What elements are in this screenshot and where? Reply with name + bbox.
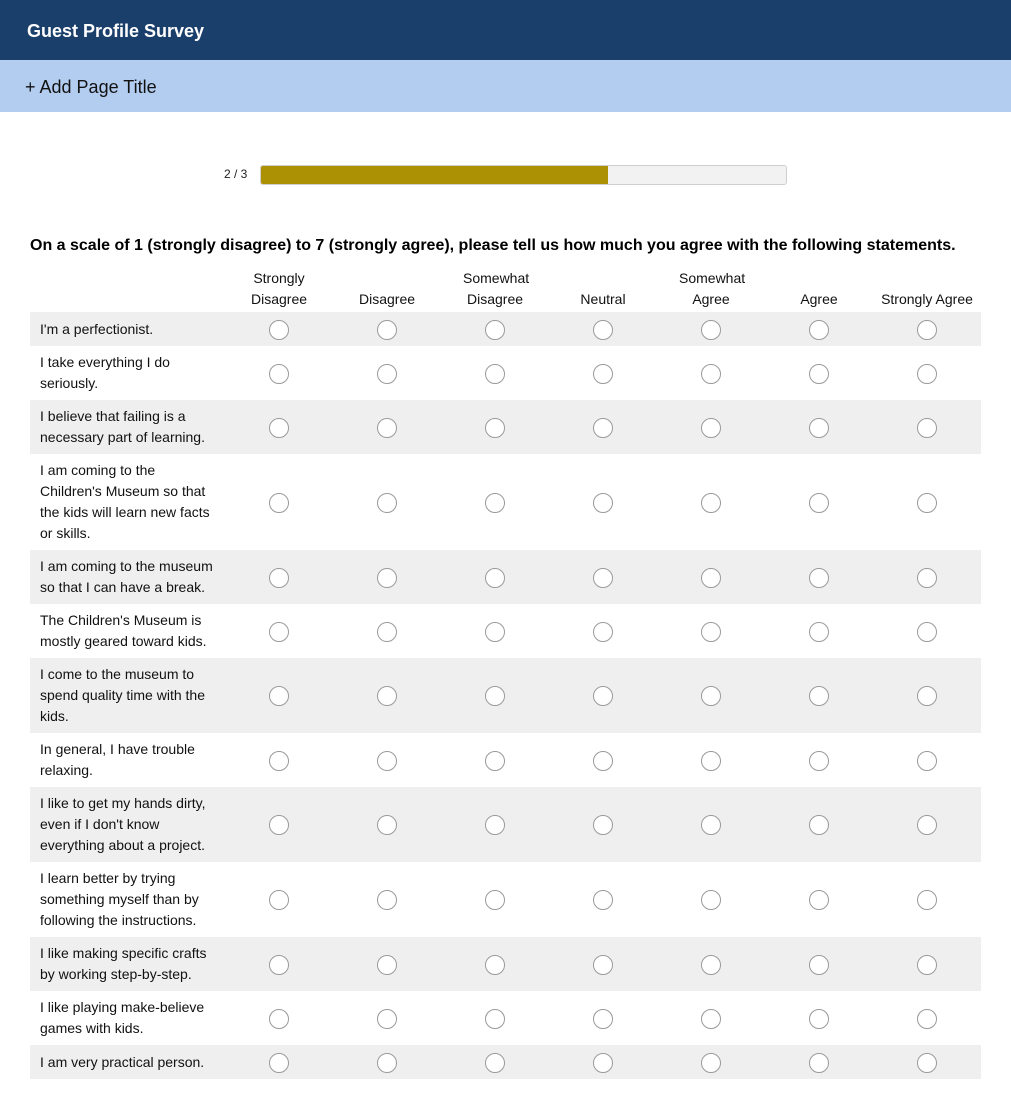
radio-option-3[interactable]	[485, 418, 505, 438]
radio-option-6[interactable]	[809, 568, 829, 588]
option-cell	[333, 937, 441, 991]
option-cell	[333, 604, 441, 658]
option-cell	[441, 454, 549, 550]
option-cell	[765, 991, 873, 1045]
option-cell	[873, 400, 981, 454]
statement-row	[30, 862, 981, 937]
radio-option-3[interactable]	[485, 320, 505, 340]
radio-option-6[interactable]	[809, 493, 829, 513]
statement-label: I am very practical person.	[30, 1045, 225, 1079]
radio-option-6[interactable]	[809, 955, 829, 975]
statement-row	[30, 550, 981, 604]
option-cell	[225, 550, 333, 604]
option-cell	[873, 604, 981, 658]
option-cell	[549, 604, 657, 658]
scale-header-1: Strongly Disagree	[250, 270, 308, 307]
option-cell	[765, 787, 873, 862]
option-cell	[657, 658, 765, 733]
scale-header-7: Strongly Agree	[881, 291, 973, 307]
option-cell	[225, 312, 333, 346]
option-cell	[549, 658, 657, 733]
option-cell	[765, 400, 873, 454]
radio-option-7[interactable]	[917, 364, 937, 384]
radio-option-1[interactable]	[269, 955, 289, 975]
radio-option-2[interactable]	[377, 815, 397, 835]
option-cell	[873, 1045, 981, 1079]
radio-option-6[interactable]	[809, 320, 829, 340]
option-cell	[441, 400, 549, 454]
statement-row	[30, 312, 981, 346]
statement-row	[30, 991, 981, 1045]
radio-option-1[interactable]	[269, 622, 289, 642]
option-cell	[549, 1045, 657, 1079]
option-cell	[441, 346, 549, 400]
radio-option-7[interactable]	[917, 751, 937, 771]
option-cell	[441, 658, 549, 733]
statement-label: In general, I have trouble relaxing.	[40, 741, 195, 778]
option-cell	[333, 312, 441, 346]
option-cell	[765, 312, 873, 346]
radio-option-4[interactable]	[593, 1053, 613, 1073]
statement-label: I come to the museum to spend quality time with the kids.	[30, 658, 225, 733]
radio-option-4[interactable]	[593, 815, 613, 835]
statement-label: I am coming to the Children's Museum so that the kids will learn new facts or skills.	[40, 462, 210, 541]
radio-option-2[interactable]	[377, 1009, 397, 1029]
radio-option-4[interactable]	[593, 890, 613, 910]
radio-option-5[interactable]	[701, 320, 721, 340]
radio-option-1[interactable]	[269, 751, 289, 771]
option-cell	[657, 733, 765, 787]
option-cell	[225, 604, 333, 658]
radio-option-3[interactable]	[485, 1009, 505, 1029]
option-cell	[873, 312, 981, 346]
option-cell	[333, 1045, 441, 1079]
radio-option-2[interactable]	[377, 568, 397, 588]
survey-title: Guest Profile Survey	[27, 21, 205, 41]
radio-option-4[interactable]	[593, 955, 613, 975]
statement-column-header	[30, 268, 225, 312]
radio-option-4[interactable]	[593, 622, 613, 642]
radio-option-7[interactable]	[917, 815, 937, 835]
option-cell	[549, 733, 657, 787]
radio-option-1[interactable]	[269, 686, 289, 706]
option-cell	[441, 937, 549, 991]
radio-option-6[interactable]	[809, 418, 829, 438]
progress-label: 2 / 3	[224, 167, 248, 181]
radio-option-5[interactable]	[701, 493, 721, 513]
option-cell	[225, 733, 333, 787]
option-cell	[765, 1045, 873, 1079]
option-cell	[549, 312, 657, 346]
radio-option-1[interactable]	[269, 418, 289, 438]
radio-option-2[interactable]	[377, 890, 397, 910]
option-cell	[549, 454, 657, 550]
radio-option-3[interactable]	[485, 751, 505, 771]
radio-option-2[interactable]	[377, 686, 397, 706]
option-cell	[333, 733, 441, 787]
progress-indicator	[224, 164, 794, 186]
radio-option-5[interactable]	[701, 815, 721, 835]
option-cell	[441, 312, 549, 346]
radio-option-2[interactable]	[377, 751, 397, 771]
option-cell	[657, 312, 765, 346]
option-cell	[333, 346, 441, 400]
radio-option-3[interactable]	[485, 890, 505, 910]
option-cell	[225, 658, 333, 733]
radio-option-5[interactable]	[701, 418, 721, 438]
statement-row	[30, 400, 981, 454]
radio-option-6[interactable]	[809, 1009, 829, 1029]
radio-option-5[interactable]	[701, 622, 721, 642]
radio-option-6[interactable]	[809, 364, 829, 384]
option-cell	[333, 400, 441, 454]
radio-option-6[interactable]	[809, 751, 829, 771]
option-cell	[441, 1045, 549, 1079]
option-cell	[549, 550, 657, 604]
radio-option-2[interactable]	[377, 493, 397, 513]
option-cell	[333, 454, 441, 550]
radio-option-2[interactable]	[377, 955, 397, 975]
statement-row	[30, 937, 981, 991]
radio-option-7[interactable]	[917, 686, 937, 706]
radio-option-1[interactable]	[269, 1009, 289, 1029]
option-cell	[657, 862, 765, 937]
option-cell	[765, 550, 873, 604]
statement-label: I'm a perfectionist.	[30, 312, 225, 346]
option-cell	[657, 346, 765, 400]
option-cell	[333, 787, 441, 862]
radio-option-3[interactable]	[485, 493, 505, 513]
option-cell	[441, 604, 549, 658]
option-cell	[657, 1045, 765, 1079]
radio-option-3[interactable]	[485, 1053, 505, 1073]
option-cell	[549, 787, 657, 862]
radio-option-3[interactable]	[485, 364, 505, 384]
radio-option-2[interactable]	[377, 622, 397, 642]
option-cell	[873, 991, 981, 1045]
option-cell	[441, 991, 549, 1045]
radio-option-4[interactable]	[593, 568, 613, 588]
scale-header-3: Somewhat Disagree	[463, 270, 530, 307]
option-cell	[873, 862, 981, 937]
option-cell	[549, 346, 657, 400]
scale-header-4: Neutral	[580, 291, 626, 307]
radio-option-3[interactable]	[485, 686, 505, 706]
radio-option-7[interactable]	[917, 493, 937, 513]
radio-option-3[interactable]	[485, 568, 505, 588]
radio-option-4[interactable]	[593, 1009, 613, 1029]
option-cell	[225, 1045, 333, 1079]
option-cell	[225, 454, 333, 550]
radio-option-7[interactable]	[917, 955, 937, 975]
option-cell	[333, 658, 441, 733]
option-cell	[549, 400, 657, 454]
radio-option-1[interactable]	[269, 890, 289, 910]
option-cell	[657, 991, 765, 1045]
radio-option-2[interactable]	[377, 418, 397, 438]
option-cell	[657, 550, 765, 604]
radio-option-4[interactable]	[593, 418, 613, 438]
radio-option-2[interactable]	[377, 364, 397, 384]
radio-option-5[interactable]	[701, 568, 721, 588]
add-page-title-button[interactable]: + Add Page Title	[25, 77, 157, 97]
radio-option-2[interactable]	[377, 1053, 397, 1073]
radio-option-7[interactable]	[917, 1009, 937, 1029]
radio-option-1[interactable]	[269, 1053, 289, 1073]
radio-option-4[interactable]	[593, 751, 613, 771]
radio-option-4[interactable]	[593, 364, 613, 384]
radio-option-3[interactable]	[485, 955, 505, 975]
option-cell	[765, 604, 873, 658]
option-cell	[873, 733, 981, 787]
radio-option-6[interactable]	[809, 622, 829, 642]
statement-row	[30, 733, 981, 787]
radio-option-2[interactable]	[377, 320, 397, 340]
statement-label: I like to get my hands dirty, even if I don't know everything about a project.	[30, 787, 225, 862]
statement-row	[30, 787, 981, 862]
statement-row	[30, 454, 981, 550]
option-cell	[333, 862, 441, 937]
radio-option-5[interactable]	[701, 686, 721, 706]
option-cell	[549, 862, 657, 937]
statement-row	[30, 604, 981, 658]
progress-bar	[260, 165, 787, 185]
radio-option-5[interactable]	[701, 364, 721, 384]
scale-header-5: Somewhat Agree	[679, 270, 746, 307]
option-cell	[873, 550, 981, 604]
radio-option-1[interactable]	[269, 364, 289, 384]
radio-option-7[interactable]	[917, 568, 937, 588]
option-cell	[225, 787, 333, 862]
radio-option-6[interactable]	[809, 1053, 829, 1073]
option-cell	[657, 400, 765, 454]
radio-option-5[interactable]	[701, 1009, 721, 1029]
radio-option-5[interactable]	[701, 751, 721, 771]
question-text: On a scale of 1 (strongly disagree) to 7 (strongly agree), please tell us how much you agree with the following statements.	[30, 237, 956, 254]
option-cell	[333, 550, 441, 604]
radio-option-7[interactable]	[917, 1053, 937, 1073]
progress-bar-fill	[261, 166, 608, 184]
option-cell	[657, 937, 765, 991]
page-title-bar	[0, 60, 1011, 112]
radio-option-3[interactable]	[485, 815, 505, 835]
radio-option-4[interactable]	[593, 320, 613, 340]
radio-option-4[interactable]	[593, 493, 613, 513]
scale-header-row	[30, 268, 981, 312]
statement-row	[30, 346, 981, 400]
statement-label: I take everything I do seriously.	[40, 354, 170, 391]
option-cell	[765, 454, 873, 550]
option-cell	[765, 937, 873, 991]
radio-option-3[interactable]	[485, 622, 505, 642]
option-cell	[333, 991, 441, 1045]
radio-option-6[interactable]	[809, 890, 829, 910]
option-cell	[657, 604, 765, 658]
statement-label: I believe that failing is a necessary part of learning.	[30, 400, 225, 454]
survey-header	[0, 0, 1011, 60]
statement-label: I learn better by trying something myself than by following the instructions.	[40, 870, 199, 928]
statement-label: I like playing make-believe games with kids.	[40, 999, 205, 1036]
statement-label: I like making specific crafts by working step-by-step.	[30, 937, 225, 991]
option-cell	[549, 937, 657, 991]
option-cell	[441, 862, 549, 937]
option-cell	[441, 733, 549, 787]
statement-row	[30, 658, 981, 733]
radio-option-7[interactable]	[917, 418, 937, 438]
scale-header-6: Agree	[800, 291, 838, 307]
radio-option-1[interactable]	[269, 568, 289, 588]
option-cell	[765, 346, 873, 400]
option-cell	[225, 400, 333, 454]
option-cell	[873, 658, 981, 733]
option-cell	[441, 787, 549, 862]
scale-header-2: Disagree	[358, 291, 416, 307]
option-cell	[765, 733, 873, 787]
option-cell	[441, 550, 549, 604]
radio-option-4[interactable]	[593, 686, 613, 706]
radio-option-6[interactable]	[809, 686, 829, 706]
radio-option-7[interactable]	[917, 320, 937, 340]
radio-option-1[interactable]	[269, 815, 289, 835]
radio-option-6[interactable]	[809, 815, 829, 835]
radio-option-5[interactable]	[701, 955, 721, 975]
option-cell	[873, 454, 981, 550]
option-cell	[765, 862, 873, 937]
option-cell	[657, 787, 765, 862]
option-cell	[549, 991, 657, 1045]
option-cell	[225, 346, 333, 400]
statement-label: The Children's Museum is mostly geared toward kids.	[40, 612, 207, 649]
option-cell	[873, 937, 981, 991]
radio-option-7[interactable]	[917, 890, 937, 910]
option-cell	[765, 658, 873, 733]
option-cell	[657, 454, 765, 550]
statement-row	[30, 1045, 981, 1079]
radio-option-5[interactable]	[701, 1053, 721, 1073]
option-cell	[225, 937, 333, 991]
statement-label: I am coming to the museum so that I can have a break.	[30, 550, 225, 604]
option-cell	[873, 787, 981, 862]
radio-option-5[interactable]	[701, 890, 721, 910]
likert-matrix	[30, 268, 981, 1079]
option-cell	[225, 862, 333, 937]
radio-option-7[interactable]	[917, 622, 937, 642]
option-cell	[225, 991, 333, 1045]
option-cell	[873, 346, 981, 400]
radio-option-1[interactable]	[269, 493, 289, 513]
radio-option-1[interactable]	[269, 320, 289, 340]
